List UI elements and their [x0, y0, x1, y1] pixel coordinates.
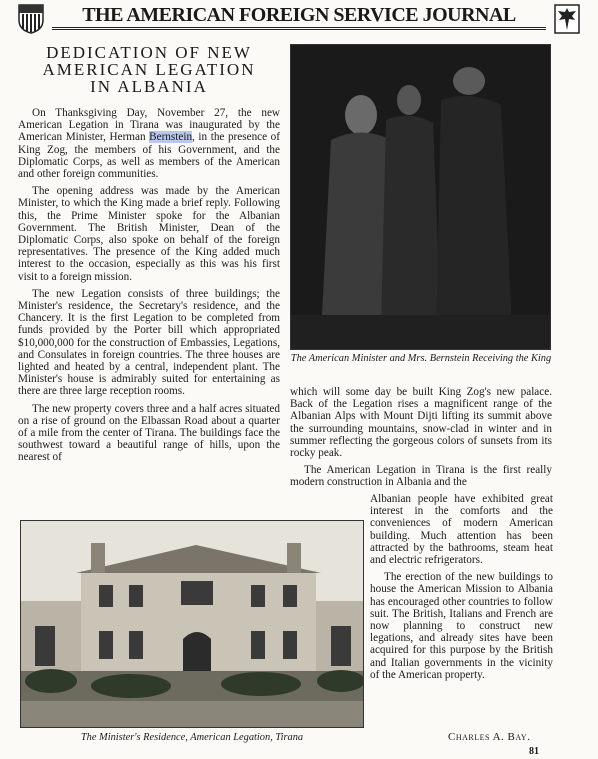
photo-ministers-residence: [20, 520, 364, 728]
photo-minister-receiving-king: [290, 44, 551, 350]
paragraph-1: On Thanksgiving Day, November 27, the new American Legation in Tirana was inaugurated by the American Minister, Herman Bernstein, in the presence of King Zog, the members of his Government, and the Diplomatic Corps, as well as members of the American and other foreign communities.: [18, 107, 280, 181]
photo-figures: [291, 45, 551, 350]
masthead: [18, 4, 580, 36]
column-right-narrow: [370, 493, 553, 686]
article-headline: [18, 44, 280, 95]
eagle-seal-icon: [554, 4, 580, 34]
page-number: 81: [529, 746, 539, 757]
paragraph-6-wide: The American Legation in Tirana is the first really modern construction in Albania and the: [290, 464, 552, 489]
author-signature: Charles A. Bay.: [448, 731, 531, 743]
photo2-caption: The Minister's Residence, American Legation, Tirana: [80, 732, 304, 743]
journal-title: THE AMERICAN FOREIGN SERVICE JOURNAL: [52, 4, 546, 27]
masthead-rule: [52, 27, 546, 30]
column-left: [18, 107, 280, 469]
residence-building: [21, 521, 364, 728]
highlighted-name: Bernstein: [149, 131, 193, 144]
column-right-top: [290, 386, 552, 489]
paragraph-2: The opening address was made by the American Minister, to which the King made a brief reply. Following this, the Prime Minister spoke for the Albanian Government. The British Minister, Dean of the Diplomatic Corps, also spoke on behalf of the foreign representatives. The presence of the King added much interest to the occasion, especially as this was his first visit to a foreign mission.: [18, 185, 280, 283]
paragraph-4: The new property covers three and a half acres situated on a rise of ground on the Elbassan Road about a quarter of a mile from the center of Tirana. The buildings face the southwest toward a beautiful range of hills, upon the nearest of: [18, 402, 280, 464]
headline-line-3: IN ALBANIA: [90, 77, 208, 96]
headline-line-2: AMERICAN LEGATION: [42, 60, 256, 79]
paragraph-5: which will some day be built King Zog's new palace. Back of the Legation rises a magnificent range of the Albanian Alps with Mount Dijti lifting its summit above the surrounding mountains, snow-clad in winter and in summer reflecting the gorgeous colors of sunsets from its rocky peak.: [290, 386, 552, 460]
photo1-caption: The American Minister and Mrs. Bernstein Receiving the King: [290, 353, 552, 364]
paragraph-7: The erection of the new buildings to house the American Mission to Albania has encouraged other countries to follow suit. The British, Italians and French are now planning to construct new legations, and already sites have been acquired for this purpose by the British and Italian governments in the vicinity of the American property.: [370, 571, 553, 681]
us-shield-icon: [18, 4, 44, 34]
paragraph-3: The new Legation consists of three buildings; the Minister's residence, the Secretary's residence, and the Chancery. It is the first Legation to be completed from funds provided by the Porter bill which appropriated $10,000,000 for the construction of Embassies, Legations, and Consulates in foreign countries. The three houses are lighted and heated by a central, independent plant. The Minister's house is admirably suited for entertaining as there are three large reception rooms.: [18, 287, 280, 398]
headline-line-1: DEDICATION OF NEW: [46, 43, 252, 62]
paragraph-6-narrow: Albanian people have exhibited great interest in the comforts and the conveniences of modern American building. Much attention has been attracted by the bathrooms, steam heat and electric refrigerators.: [370, 493, 553, 567]
